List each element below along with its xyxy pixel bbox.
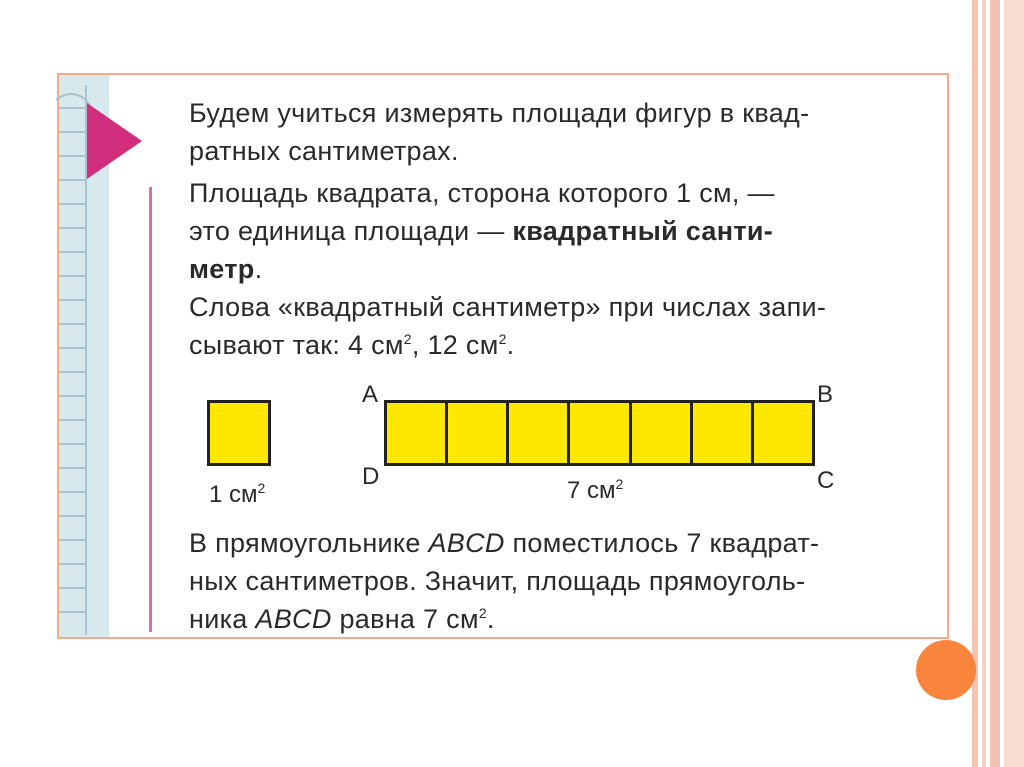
pointer-arrow-icon xyxy=(87,103,142,179)
conclusion-line-2: ных сантиметров. Значит, площадь прямоуголь- xyxy=(189,566,806,596)
unit-square xyxy=(207,400,271,466)
square-cell xyxy=(570,403,631,463)
square-cell xyxy=(448,403,509,463)
corner-c: C xyxy=(817,467,835,494)
square-cell xyxy=(693,403,754,463)
text-line-7: сывают так: 4 $см^2$, 12 $см^2$. xyxy=(189,330,515,360)
term-bold: квадратный санти- xyxy=(512,216,774,246)
margin-line xyxy=(149,187,152,632)
square-cell xyxy=(632,403,693,463)
rectangle-label: 7 $см^2$ xyxy=(567,476,624,504)
rectangle-abcd xyxy=(384,400,815,466)
text-line-5: метр. xyxy=(189,254,263,284)
conclusion-line-3: ника ABCD равна 7 $см^2$. xyxy=(189,604,495,634)
text-line-1: Будем учиться измерять площади фигур в квад- xyxy=(189,98,810,128)
term-bold-end: метр xyxy=(189,254,255,284)
corner-d: D xyxy=(362,463,380,490)
square-cell xyxy=(754,403,812,463)
textbook-panel xyxy=(57,73,949,639)
orange-circle xyxy=(916,640,976,700)
text-line-2: ратных сантиметрах. xyxy=(189,136,459,166)
square-cell xyxy=(387,403,448,463)
text-line-3: Площадь квадрата, сторона которого 1 см, — xyxy=(189,178,775,208)
text-line-6: Слова «квадратный сантиметр» при числах запи- xyxy=(189,292,827,322)
decorative-stripes xyxy=(972,0,1024,767)
text-line-4: это единица площади — квадратный санти- xyxy=(189,216,774,246)
unit-square-label: 1 $см^2$ xyxy=(209,480,266,508)
square-cell xyxy=(509,403,570,463)
corner-a: A xyxy=(362,381,379,408)
conclusion-line-1: В прямоугольнике ABCD поместилось 7 квадрат- xyxy=(189,528,820,558)
corner-b: B xyxy=(817,381,834,408)
